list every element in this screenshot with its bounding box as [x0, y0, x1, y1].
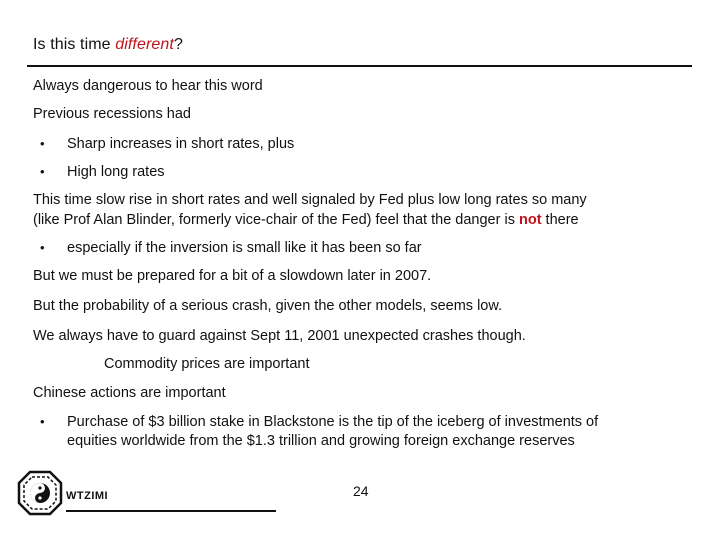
bullet: • [40, 240, 45, 255]
text-line: But we must be prepared for a bit of a slowdown later in 2007. [33, 268, 432, 284]
bullet-text: especially if the inversion is small like it has been so far [67, 240, 422, 256]
text-line [33, 212, 579, 228]
page-number: 24 [353, 483, 369, 499]
text-line: But the probability of a serious crash, given the other models, seems low. [33, 298, 503, 314]
footer-divider [66, 510, 276, 512]
bullet-text: High long rates [67, 164, 165, 180]
text-line: This time slow rise in short rates and well signaled by Fed plus low long rates so many [33, 192, 587, 208]
bullet: • [40, 414, 45, 429]
text-line: Commodity prices are important [104, 356, 310, 372]
text-line: We always have to guard against Sept 11, 2001 unexpected crashes though. [33, 328, 526, 344]
slide-title [33, 36, 183, 54]
bullet: • [40, 164, 45, 179]
text-line: Always dangerous to hear this word [33, 78, 263, 94]
logo-icon [17, 470, 63, 516]
bullet-text: Purchase of $3 billion stake in Blackstone is the tip of the iceberg of investments of [67, 414, 599, 430]
text-line: Previous recessions had [33, 106, 191, 122]
bullet-text: Sharp increases in short rates, plus [67, 136, 295, 152]
brand-name: WTZIMI [66, 490, 109, 502]
text-segment: there [541, 212, 579, 228]
bullet-text: equities worldwide from the $1.3 trillion and growing foreign exchange reserves [67, 433, 575, 449]
title-emphasis: different [115, 36, 174, 53]
title-text: Is this time [33, 36, 116, 53]
emphasis-not: not [518, 212, 542, 228]
bullet: • [40, 136, 45, 151]
title-divider [27, 65, 692, 67]
text-segment: (like Prof Alan Blinder, formerly vice-chair of the Fed) feel that the danger is [33, 212, 519, 228]
title-question-mark: ? [173, 36, 183, 53]
text-line: Chinese actions are important [33, 385, 226, 401]
